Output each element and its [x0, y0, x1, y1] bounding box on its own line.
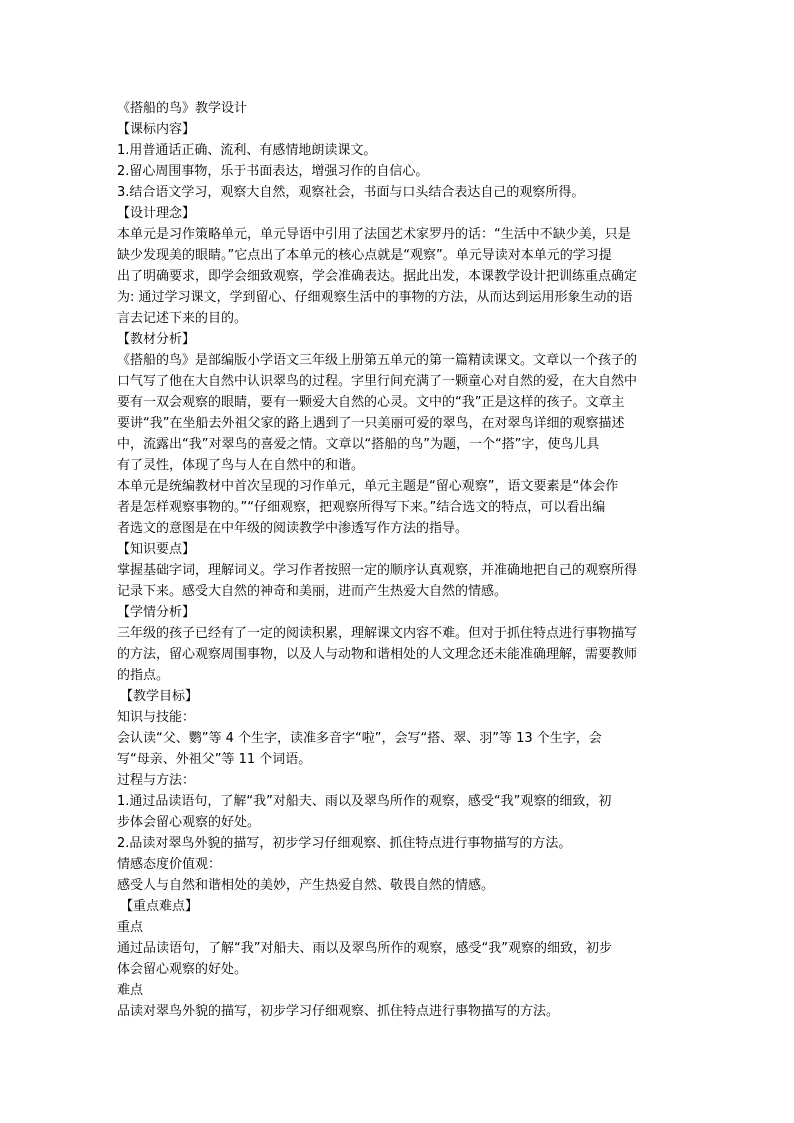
section-heading-curriculum: 【课标内容】 [117, 122, 196, 137]
text-line: 为: 通过学习课文，学到留心、仔细观察生活中的事物的方法，从而达到运用形象生动的语 [117, 290, 633, 305]
text-line: 口气写了他在大自然中认识翠鸟的过程。字里行间充满了一颗童心对自然的爱，在大自然中 [117, 374, 638, 389]
subheading-knowledge-skills: 知识与技能： [117, 710, 196, 725]
text-line: 会认读“父、鹦”等 4 个生字，读准多音字“啦”，会写“搭、翠、羽”等 13 个生字，会 [117, 731, 602, 746]
text-line: 1.用普通话正确、流利、有感情地朗读课文。 [117, 143, 377, 158]
text-line: 的指点。 [117, 668, 170, 683]
section-heading-key-knowledge: 【知识要点】 [117, 542, 196, 557]
text-line: 言去记述下来的目的。 [117, 311, 248, 326]
text-line: 通过品读语句，了解“我”对船夫、雨以及翠鸟所作的观察，感受“我”观察的细致，初步 [117, 941, 612, 956]
text-line: 本单元是习作策略单元，单元导语中引用了法国艺术家罗丹的话：“生活中不缺少美，只是 [117, 227, 631, 242]
text-line: 2.留心周围事物，乐于书面表达，增强习作的自信心。 [117, 164, 429, 179]
text-line: 写“母亲、外祖父”等 11 个词语。 [117, 752, 312, 767]
text-line: 步体会留心观察的好处。 [117, 815, 261, 830]
text-line: 要讲“我”在坐船去外祖父家的路上遇到了一只美丽可爱的翠鸟，在对翠鸟详细的观察描述 [117, 416, 625, 431]
text-line: 《搭船的鸟》是部编版小学语文三年级上册第五单元的第一篇精读课文。文章以一个孩子的 [117, 353, 638, 368]
subheading-attitudes-values: 情感态度价值观： [117, 857, 222, 872]
subheading-key-point: 重点 [117, 920, 144, 935]
subheading-difficult-point: 难点 [117, 983, 144, 998]
text-line: 品读对翠鸟外貌的描写，初步学习仔细观察、抓住特点进行事物描写的方法。 [117, 1004, 560, 1019]
text-line: 2.品读对翠鸟外貌的描写，初步学习仔细观察、抓住特点进行事物描写的方法。 [117, 836, 572, 851]
section-heading-student-analysis: 【学情分析】 [117, 605, 196, 620]
text-line: 中，流露出“我”对翠鸟的喜爱之情。文章以“搭船的鸟”为题，一个“搭”字，使鸟儿具 [117, 437, 600, 452]
text-line: 者选文的意图是在中年级的阅读教学中渗透写作方法的指导。 [117, 521, 469, 536]
document-title: 《搭船的鸟》教学设计 [117, 101, 248, 116]
section-heading-key-difficult-points: 【重点难点】 [120, 899, 199, 914]
text-line: 要有一双会观察的眼睛，要有一颗爱大自然的心灵。文中的“我”正是这样的孩子。文章主 [117, 395, 625, 410]
text-line: 1.通过品读语句，了解“我”对船夫、雨以及翠鸟所作的观察，感受“我”观察的细致，初 [117, 794, 612, 809]
text-line: 有了灵性，体现了鸟与人在自然中的和谐。 [117, 458, 365, 473]
text-line: 本单元是统编教材中首次呈现的习作单元，单元主题是“留心观察”，语文要素是“体会作 [117, 479, 619, 494]
text-line: 出了明确要求，即学会细致观察，学会准确表达。据此出发，本课教学设计把训练重点确定 [117, 269, 638, 284]
text-line: 记录下来。感受大自然的神奇和美丽，进而产生热爱大自然的情感。 [117, 584, 508, 599]
section-heading-textbook-analysis: 【教材分析】 [117, 332, 196, 347]
text-line: 感受人与自然和谐相处的美妙，产生热爱自然、敬畏自然的情感。 [117, 878, 495, 893]
text-line: 的方法，留心观察周围事物，以及人与动物和谐相处的人文理念还未能准确理解，需要教师 [117, 647, 638, 662]
text-line: 缺少发现美的眼睛。”它点出了本单元的核心点就是“观察”。单元导读对本单元的学习提 [117, 248, 612, 263]
text-line: 三年级的孩子已经有了一定的阅读积累，理解课文内容不难。但对于抓住特点进行事物描写 [117, 626, 638, 641]
section-heading-design-concept: 【设计理念】 [117, 206, 196, 221]
section-heading-teaching-objectives: 【教学目标】 [120, 689, 199, 704]
subheading-process-methods: 过程与方法： [117, 773, 196, 788]
text-line: 掌握基础字词，理解词义。学习作者按照一定的顺序认真观察，并准确地把自己的观察所得 [117, 563, 638, 578]
text-line: 体会留心观察的好处。 [117, 962, 248, 977]
text-line: 者是怎样观察事物的。”“仔细观察，把观察所得写下来。”结合选文的特点，可以看出编 [117, 500, 606, 515]
text-line: 3.结合语文学习，观察大自然，观察社会，书面与口头结合表达自己的观察所得。 [117, 185, 585, 200]
